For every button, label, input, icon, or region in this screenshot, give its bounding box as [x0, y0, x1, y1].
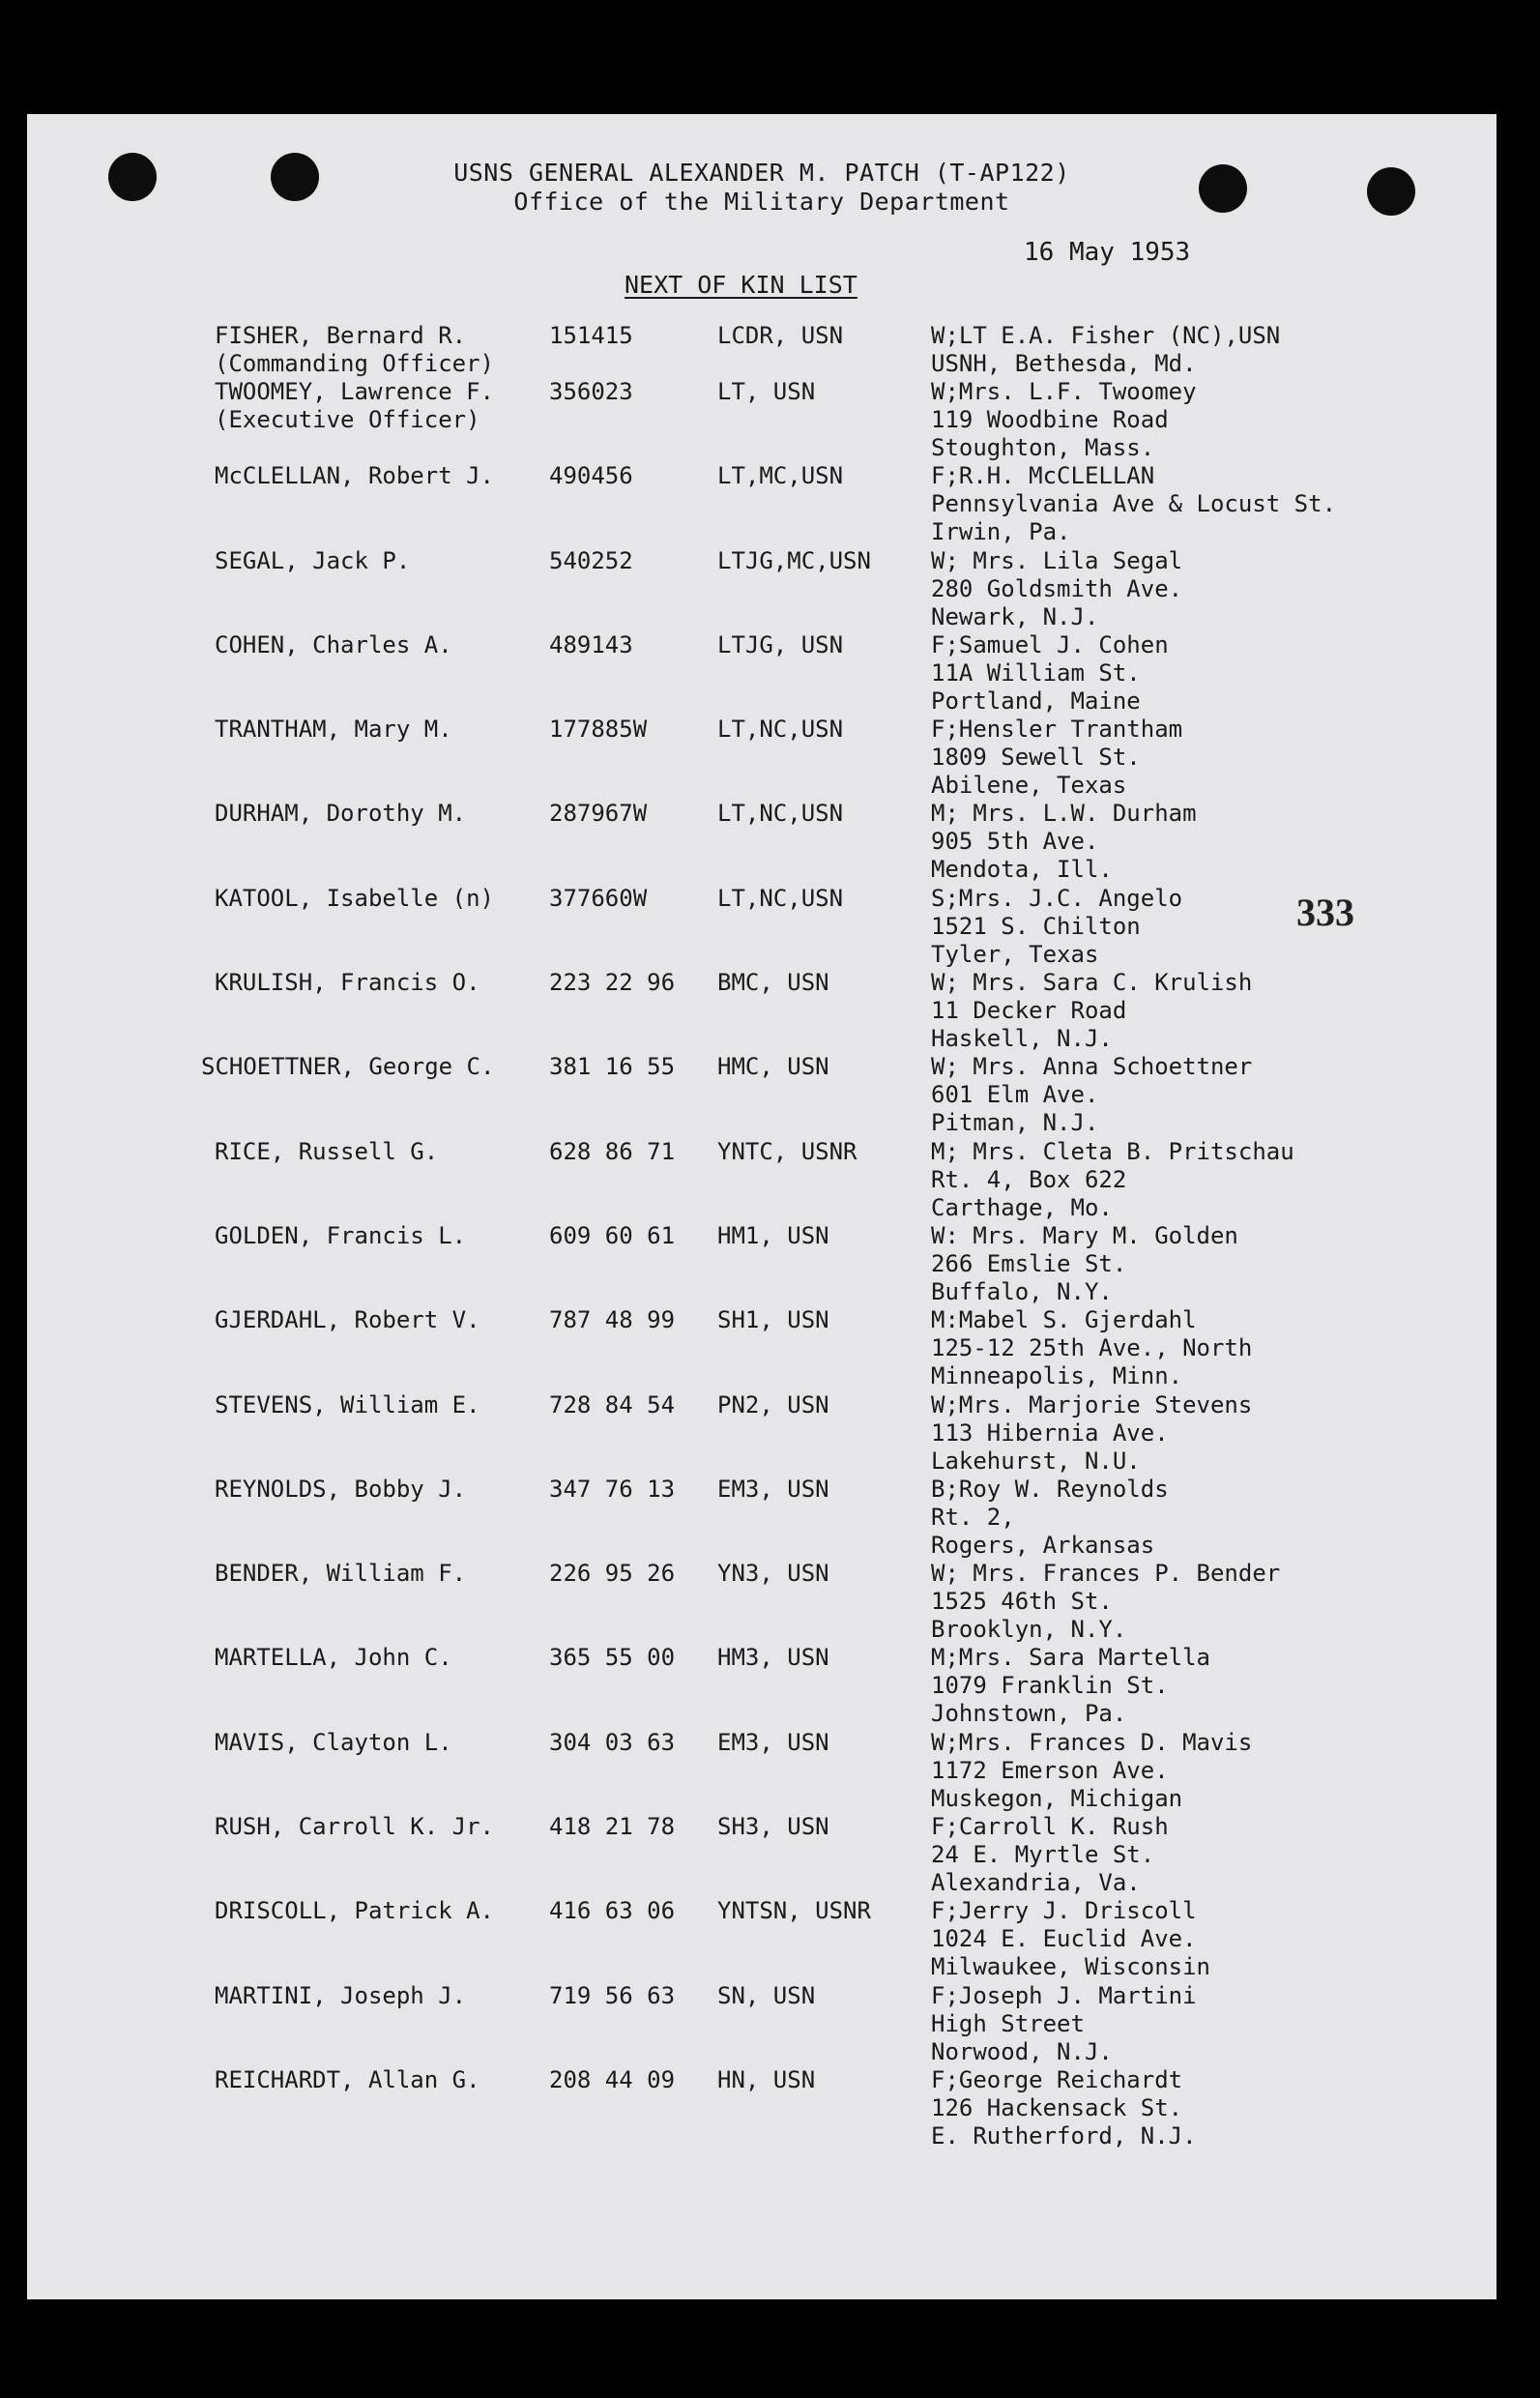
entry-name: DURHAM, Dorothy M.	[215, 800, 467, 828]
list-entry	[27, 1729, 1496, 1813]
kin-city: Mendota, Ill.	[931, 856, 1113, 884]
entry-service-number: 177885W	[549, 716, 648, 744]
entry-name: RUSH, Carroll K. Jr.	[215, 1813, 494, 1841]
office-heading: Office of the Military Department	[513, 188, 1010, 216]
entry-note: (Commanding Officer)	[215, 350, 494, 377]
entry-name: MARTINI, Joseph J.	[215, 1981, 467, 2009]
entry-rank: LTJG,MC,USN	[717, 546, 871, 574]
kin-address: 1809 Sewell St.	[931, 744, 1141, 772]
list-entry	[27, 1053, 1496, 1137]
kin-name: W;Mrs. L.F. Twoomey	[931, 378, 1197, 405]
entry-name: KRULISH, Francis O.	[215, 969, 480, 997]
list-entry	[27, 969, 1496, 1053]
kin-name: F;Jerry J. Driscoll	[931, 1897, 1197, 1925]
list-entry	[27, 716, 1496, 800]
kin-address: 11 Decker Road	[931, 997, 1127, 1025]
list-entry	[27, 2066, 1496, 2150]
entry-rank: PN2, USN	[717, 1390, 829, 1418]
entry-rank: HMC, USN	[717, 1053, 829, 1081]
kin-city: Irwin, Pa.	[931, 518, 1071, 546]
list-entry	[27, 547, 1496, 631]
entry-service-number: 719 56 63	[549, 1981, 676, 2009]
kin-name: F;George Reichardt	[931, 2065, 1183, 2093]
entry-service-number: 356023	[549, 378, 633, 405]
entry-name: REYNOLDS, Bobby J.	[215, 1475, 467, 1503]
kin-name: B;Roy W. Reynolds	[931, 1475, 1169, 1503]
entry-service-number: 628 86 71	[549, 1137, 676, 1165]
entry-name: TRANTHAM, Mary M.	[215, 716, 452, 744]
kin-city: Pitman, N.J.	[931, 1109, 1099, 1137]
entry-rank: EM3, USN	[717, 1475, 829, 1503]
entry-rank: LT,NC,USN	[717, 800, 844, 828]
entry-next-of-kin	[931, 885, 1182, 969]
kin-address: 266 Emslie St.	[931, 1249, 1127, 1277]
entry-rank: LT,MC,USN	[717, 462, 844, 490]
entry-rank: EM3, USN	[717, 1728, 829, 1756]
entry-service-number: 365 55 00	[549, 1644, 676, 1672]
list-entry	[27, 378, 1496, 462]
kin-name: S;Mrs. J.C. Angelo	[931, 884, 1183, 912]
entry-rank: YN3, USN	[717, 1560, 829, 1588]
entry-service-number: 418 21 78	[549, 1813, 676, 1841]
entry-next-of-kin	[931, 2066, 1197, 2150]
entry-next-of-kin	[931, 1306, 1252, 1390]
kin-address: 119 Woodbine Road	[931, 406, 1169, 433]
entry-name: GOLDEN, Francis L.	[215, 1221, 467, 1249]
list-entry	[27, 1982, 1496, 2066]
list-entry	[27, 1476, 1496, 1560]
kin-address: 905 5th Ave.	[931, 828, 1099, 856]
entry-service-number: 787 48 99	[549, 1306, 676, 1334]
entry-rank: SN, USN	[717, 1981, 816, 2009]
kin-address: 1525 46th St.	[931, 1588, 1113, 1616]
list-title: NEXT OF KIN LIST	[625, 271, 857, 299]
kin-city: Stoughton, Mass.	[931, 434, 1155, 461]
entry-service-number: 728 84 54	[549, 1390, 676, 1418]
entry-next-of-kin	[931, 631, 1169, 716]
kin-name: F;Samuel J. Cohen	[931, 630, 1169, 658]
entry-service-number: 377660W	[549, 884, 648, 912]
kin-name: W; Mrs. Sara C. Krulish	[931, 969, 1253, 997]
kin-city: Milwaukee, Wisconsin	[931, 1953, 1210, 1981]
kin-city: Tyler, Texas	[931, 940, 1099, 968]
entry-rank: LT,NC,USN	[717, 716, 844, 744]
entry-next-of-kin	[931, 462, 1336, 546]
entry-rank: LT, USN	[717, 378, 816, 405]
kin-name: M; Mrs. Cleta B. Pritschau	[931, 1137, 1294, 1165]
entry-next-of-kin	[931, 1222, 1238, 1306]
kin-address: Pennsylvania Ave & Locust St.	[931, 490, 1337, 518]
entry-name: RICE, Russell G.	[215, 1137, 439, 1165]
list-entry	[27, 1222, 1496, 1306]
kin-address: 126 Hackensack St.	[931, 2093, 1183, 2121]
entry-rank: HM3, USN	[717, 1644, 829, 1672]
entry-next-of-kin	[931, 1138, 1294, 1222]
entry-name: TWOOMEY, Lawrence F. (Executive Officer)	[215, 378, 494, 433]
kin-city: Johnstown, Pa.	[931, 1700, 1127, 1728]
kin-name: M:Mabel S. Gjerdahl	[931, 1306, 1197, 1334]
entry-next-of-kin	[931, 1560, 1280, 1644]
kin-name: W: Mrs. Mary M. Golden	[931, 1221, 1238, 1249]
entry-rank: LTJG, USN	[717, 630, 844, 658]
entry-next-of-kin	[931, 1644, 1210, 1728]
kin-address: 1079 Franklin St.	[931, 1672, 1169, 1700]
document-date: 16 May 1953	[1024, 238, 1191, 267]
kin-address: 113 Hibernia Ave.	[931, 1418, 1169, 1447]
kin-name: W; Mrs. Lila Segal	[931, 546, 1183, 574]
list-entry	[27, 462, 1496, 546]
kin-name: M; Mrs. L.W. Durham	[931, 800, 1197, 828]
kin-address: 280 Goldsmith Ave.	[931, 574, 1183, 602]
ship-heading: USNS GENERAL ALEXANDER M. PATCH (T-AP122)	[453, 159, 1070, 187]
entry-next-of-kin	[931, 716, 1182, 800]
kin-address: High Street	[931, 2009, 1085, 2037]
page-number: 333	[1296, 891, 1354, 934]
entry-service-number: 208 44 09	[549, 2065, 676, 2093]
list-entry	[27, 1560, 1496, 1644]
entry-rank: SH3, USN	[717, 1813, 829, 1841]
entry-service-number: 540252	[549, 546, 633, 574]
entry-service-number: 223 22 96	[549, 969, 676, 997]
entry-next-of-kin	[931, 1476, 1169, 1560]
kin-address: Rt. 2,	[931, 1503, 1015, 1531]
entry-next-of-kin	[931, 1391, 1252, 1476]
kin-address: 11A William St.	[931, 658, 1141, 687]
entry-rank: BMC, USN	[717, 969, 829, 997]
entry-next-of-kin	[931, 969, 1252, 1053]
kin-city: Brooklyn, N.Y.	[931, 1616, 1127, 1644]
entry-next-of-kin	[931, 1897, 1210, 1981]
kin-name: W;LT E.A. Fisher (NC),USN	[931, 322, 1281, 349]
kin-address: 1521 S. Chilton	[931, 912, 1141, 940]
kin-address: 1024 E. Euclid Ave.	[931, 1925, 1197, 1953]
entry-next-of-kin	[931, 547, 1182, 631]
entry-rank: HN, USN	[717, 2065, 816, 2093]
kin-city: Rogers, Arkansas	[931, 1531, 1155, 1559]
kin-name: W;Mrs. Marjorie Stevens	[931, 1390, 1253, 1418]
entry-next-of-kin	[931, 1729, 1252, 1813]
entry-name: DRISCOLL, Patrick A.	[215, 1897, 494, 1925]
entry-next-of-kin	[931, 1813, 1169, 1897]
list-entry	[27, 631, 1496, 716]
entry-note: (Executive Officer)	[215, 406, 480, 433]
kin-city: Haskell, N.J.	[931, 1025, 1113, 1053]
next-of-kin-list	[27, 322, 1496, 2150]
entry-name: GJERDAHL, Robert V.	[215, 1306, 480, 1334]
document-page	[27, 114, 1496, 2299]
entry-service-number: 609 60 61	[549, 1221, 676, 1249]
list-entry	[27, 1644, 1496, 1728]
kin-city: Newark, N.J.	[931, 602, 1099, 630]
kin-name: F;R.H. McCLELLAN	[931, 462, 1155, 490]
entry-service-number: 489143	[549, 630, 633, 658]
entry-name: SCHOETTNER, George C.	[201, 1053, 495, 1081]
kin-city: Muskegon, Michigan	[931, 1784, 1183, 1812]
entry-name: REICHARDT, Allan G.	[215, 2065, 480, 2093]
entry-rank: HM1, USN	[717, 1221, 829, 1249]
entry-next-of-kin	[931, 800, 1197, 884]
kin-name: F;Carroll K. Rush	[931, 1813, 1169, 1841]
list-entry	[27, 322, 1496, 378]
kin-city: E. Rutherford, N.J.	[931, 2121, 1197, 2149]
entry-next-of-kin	[931, 322, 1280, 378]
entry-service-number: 416 63 06	[549, 1897, 676, 1925]
entry-name: FISHER, Bernard R. (Commanding Officer)	[215, 322, 494, 377]
entry-rank: LCDR, USN	[717, 322, 844, 349]
entry-service-number: 226 95 26	[549, 1560, 676, 1588]
kin-name: F;Joseph J. Martini	[931, 1981, 1197, 2009]
list-entry	[27, 1306, 1496, 1390]
kin-address: 1172 Emerson Ave.	[931, 1756, 1169, 1784]
kin-address: 125-12 25th Ave., North	[931, 1334, 1253, 1362]
entry-name: STEVENS, William E.	[215, 1390, 480, 1418]
list-entry	[27, 1813, 1496, 1897]
list-entry	[27, 1897, 1496, 1981]
entry-service-number: 381 16 55	[549, 1053, 676, 1081]
entry-rank: YNTSN, USNR	[717, 1897, 871, 1925]
entry-name: BENDER, William F.	[215, 1560, 467, 1588]
entry-name: SEGAL, Jack P.	[215, 546, 411, 574]
kin-address: Rt. 4, Box 622	[931, 1165, 1127, 1193]
kin-address: 24 E. Myrtle St.	[931, 1841, 1155, 1869]
kin-address: USNH, Bethesda, Md.	[931, 350, 1197, 377]
kin-city: Minneapolis, Minn.	[931, 1362, 1183, 1390]
kin-city: Carthage, Mo.	[931, 1193, 1113, 1221]
list-entry	[27, 800, 1496, 884]
entry-rank: LT,NC,USN	[717, 884, 844, 912]
entry-service-number: 287967W	[549, 800, 648, 828]
list-entry	[27, 1391, 1496, 1476]
kin-city: Alexandria, Va.	[931, 1869, 1141, 1897]
entry-service-number: 490456	[549, 462, 633, 490]
entry-name: KATOOL, Isabelle (n)	[215, 884, 494, 912]
kin-name: W;Mrs. Frances D. Mavis	[931, 1728, 1253, 1756]
kin-name: W; Mrs. Frances P. Bender	[931, 1560, 1281, 1588]
list-entry	[27, 1138, 1496, 1222]
entry-name: MARTELLA, John C.	[215, 1644, 452, 1672]
entry-next-of-kin	[931, 1053, 1252, 1137]
entry-next-of-kin	[931, 378, 1197, 462]
kin-city: Abilene, Texas	[931, 772, 1127, 800]
entry-next-of-kin	[931, 1982, 1197, 2066]
entry-rank: YNTC, USNR	[717, 1137, 857, 1165]
entry-rank: SH1, USN	[717, 1306, 829, 1334]
entry-service-number: 347 76 13	[549, 1475, 676, 1503]
kin-name: M;Mrs. Sara Martella	[931, 1644, 1210, 1672]
kin-name: W; Mrs. Anna Schoettner	[931, 1053, 1253, 1081]
kin-city: Buffalo, N.Y.	[931, 1277, 1113, 1305]
entry-service-number: 151415	[549, 322, 633, 349]
entry-name: McCLELLAN, Robert J.	[215, 462, 494, 490]
kin-city: Norwood, N.J.	[931, 2037, 1113, 2065]
entry-name: MAVIS, Clayton L.	[215, 1728, 452, 1756]
entry-service-number: 304 03 63	[549, 1728, 676, 1756]
kin-address: 601 Elm Ave.	[931, 1081, 1099, 1109]
kin-name: F;Hensler Trantham	[931, 716, 1183, 744]
kin-city: Lakehurst, N.U.	[931, 1447, 1141, 1475]
entry-name: COHEN, Charles A.	[215, 630, 452, 658]
kin-city: Portland, Maine	[931, 687, 1141, 715]
list-entry	[27, 885, 1496, 969]
